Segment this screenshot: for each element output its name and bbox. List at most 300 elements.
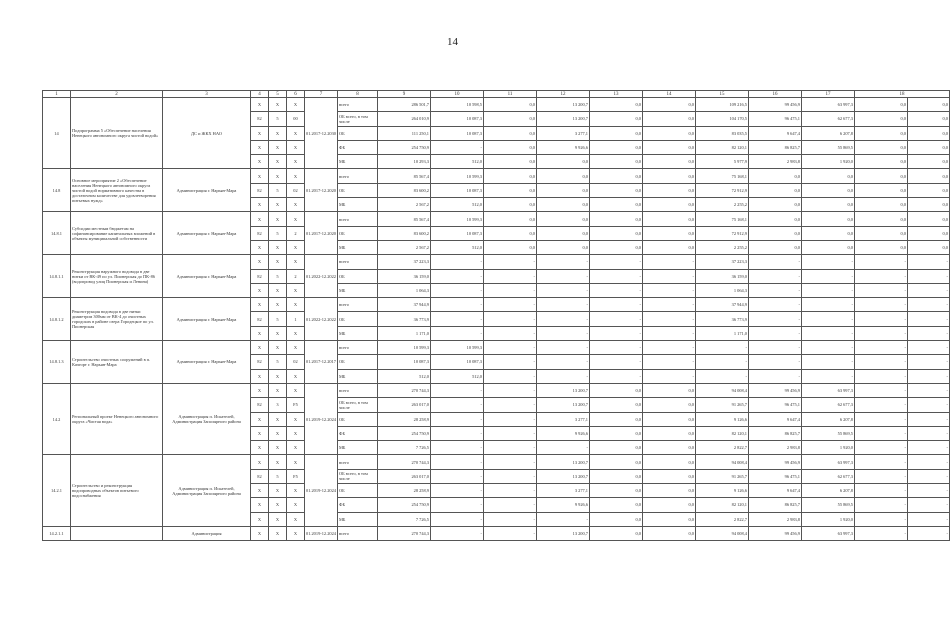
value-cell: 55 869,5 (802, 140, 855, 154)
funding-source: всего (338, 255, 378, 269)
value-cell: 96 475,1 (749, 112, 802, 126)
value-cell: - (908, 369, 950, 383)
value-cell: - (855, 369, 908, 383)
value-cell: 36 773,9 (696, 312, 749, 326)
item-number: 14.2.1.1 (43, 526, 71, 540)
code-cell: F5 (287, 469, 305, 483)
value-cell: 1 920,0 (802, 155, 855, 169)
value-cell: 0,0 (537, 212, 590, 226)
code-cell: X (287, 441, 305, 455)
value-cell: 0,0 (643, 226, 696, 240)
code-cell: X (287, 326, 305, 340)
value-cell: 0,0 (484, 112, 537, 126)
item-executor: Администрация п. Искателей, Администрация Заполярного района (163, 383, 251, 454)
value-cell: 9 647,4 (749, 126, 802, 140)
value-cell: - (855, 426, 908, 440)
item-number: 14.8.1 (43, 212, 71, 255)
value-cell: 0,0 (802, 240, 855, 254)
funding-source: всего (338, 383, 378, 397)
item-period: 01.2017-12.2017 (305, 341, 338, 384)
value-cell: - (908, 455, 950, 469)
value-cell: 91 265,7 (696, 469, 749, 483)
value-cell: 82 120,1 (696, 140, 749, 154)
code-cell: X (287, 283, 305, 297)
value-cell: - (908, 426, 950, 440)
funding-source: всего (338, 98, 378, 112)
budget-table (42, 90, 950, 541)
funding-source: МБ (338, 240, 378, 254)
value-cell: - (431, 298, 484, 312)
value-cell: 37 944,9 (378, 298, 431, 312)
value-cell: 0,0 (855, 183, 908, 197)
value-cell: - (590, 269, 643, 283)
table-row (43, 298, 950, 312)
code-cell: X (269, 169, 287, 183)
value-cell: 0,0 (643, 112, 696, 126)
value-cell: - (431, 441, 484, 455)
value-cell: 0,0 (590, 212, 643, 226)
value-cell: - (431, 255, 484, 269)
value-cell: - (855, 412, 908, 426)
code-cell: X (251, 240, 269, 254)
funding-source: ФБ (338, 498, 378, 512)
value-cell: 0,0 (908, 155, 950, 169)
value-cell: - (431, 326, 484, 340)
value-cell: 0,0 (590, 484, 643, 498)
value-cell: 512,0 (378, 369, 431, 383)
funding-source: всего (338, 298, 378, 312)
code-cell: X (287, 126, 305, 140)
value-cell: - (484, 269, 537, 283)
value-cell: - (431, 512, 484, 526)
value-cell: 86 825,7 (749, 498, 802, 512)
header-cell: 8 (338, 91, 378, 98)
value-cell: - (908, 312, 950, 326)
header-cell: 5 (269, 91, 287, 98)
value-cell: - (537, 269, 590, 283)
value-cell: 0,0 (643, 526, 696, 540)
value-cell: 2 983,8 (749, 155, 802, 169)
code-cell: X (269, 455, 287, 469)
funding-source: МБ (338, 326, 378, 340)
value-cell: - (749, 312, 802, 326)
value-cell: 0,0 (590, 455, 643, 469)
header-cell: 13 (590, 91, 643, 98)
value-cell: 254 750,9 (378, 426, 431, 440)
value-cell: - (590, 312, 643, 326)
header-cell: 18 (855, 91, 950, 98)
code-cell: 1 (287, 312, 305, 326)
value-cell: 9 926,6 (537, 426, 590, 440)
item-period: 01.2022-12.2022 (305, 255, 338, 298)
value-cell: 2 567,2 (378, 240, 431, 254)
item-name: Реконструкция водовода в две нитки диаметром 300мм от ВК-4 до очистных городских в районе озера Городецкое по ул. Пионерская (71, 298, 163, 341)
value-cell: 9 647,4 (749, 484, 802, 498)
value-cell: 0,0 (749, 212, 802, 226)
funding-source: ФБ (338, 140, 378, 154)
value-cell: - (590, 355, 643, 369)
value-cell: 13 200,7 (537, 526, 590, 540)
value-cell: - (484, 512, 537, 526)
value-cell: - (855, 269, 908, 283)
value-cell: 10 087,3 (431, 183, 484, 197)
code-cell: X (251, 512, 269, 526)
value-cell: - (537, 283, 590, 297)
code-cell: 82 (251, 312, 269, 326)
header-cell: 14 (643, 91, 696, 98)
value-cell: - (855, 526, 908, 540)
header-cell: 17 (802, 91, 855, 98)
value-cell: - (855, 512, 908, 526)
value-cell: - (908, 383, 950, 397)
code-cell: X (269, 441, 287, 455)
value-cell: 0,0 (643, 469, 696, 483)
value-cell: - (537, 441, 590, 455)
value-cell: 0,0 (643, 212, 696, 226)
item-name: Основное мероприятие 2 «Обеспечение населения Ненецкого автономного округа чистой водой нормативного качества в достаточном количестве для удовлетворения питьевых нужд» (71, 169, 163, 212)
table-row (43, 98, 950, 112)
value-cell: - (431, 283, 484, 297)
value-cell: 0,0 (643, 398, 696, 412)
funding-source: МБ (338, 155, 378, 169)
value-cell: 0,0 (643, 240, 696, 254)
item-executor: Администрация (163, 526, 251, 540)
value-cell: 1 171,0 (378, 326, 431, 340)
value-cell: 10 598,5 (431, 98, 484, 112)
item-name: Строительство очистных сооружений в п. Качгорт г. Нарьян-Мара (71, 341, 163, 384)
code-cell: X (287, 526, 305, 540)
code-cell: X (251, 198, 269, 212)
value-cell: 62 677,3 (802, 398, 855, 412)
value-cell: - (484, 369, 537, 383)
item-number: 14.8.1.3 (43, 341, 71, 384)
value-cell: 99 456,9 (749, 455, 802, 469)
value-cell: 0,0 (537, 226, 590, 240)
value-cell: - (908, 441, 950, 455)
code-cell: X (287, 412, 305, 426)
value-cell: 0,0 (643, 455, 696, 469)
value-cell: - (802, 269, 855, 283)
value-cell: - (749, 283, 802, 297)
value-cell: 10 087,3 (378, 355, 431, 369)
value-cell: - (855, 341, 908, 355)
value-cell: 62 677,3 (802, 469, 855, 483)
value-cell: - (802, 369, 855, 383)
code-cell: 5 (269, 226, 287, 240)
code-cell: 82 (251, 269, 269, 283)
value-cell: 0,0 (855, 226, 908, 240)
value-cell: 0,0 (855, 169, 908, 183)
value-cell: 0,0 (590, 226, 643, 240)
item-period: 01.2017-12.2020 (305, 169, 338, 212)
value-cell: - (484, 469, 537, 483)
value-cell: 10 087,3 (431, 112, 484, 126)
value-cell: 9 126,6 (696, 484, 749, 498)
value-cell: - (643, 255, 696, 269)
code-cell: X (269, 383, 287, 397)
item-period: 01.2017-12.2030 (305, 98, 338, 169)
value-cell: 0,0 (643, 412, 696, 426)
value-cell: 109 216,5 (696, 98, 749, 112)
item-number: 14.8 (43, 169, 71, 212)
item-name: Реконструкция наружного водовода в две нитки от ВК-49 по ул. Пионерская до ПК-86 (водопровод улиц Пионерская и Ленина) (71, 255, 163, 298)
value-cell: - (855, 441, 908, 455)
value-cell: - (749, 269, 802, 283)
code-cell: X (287, 341, 305, 355)
code-cell: X (251, 369, 269, 383)
value-cell: - (590, 326, 643, 340)
value-cell: - (908, 341, 950, 355)
value-cell: 0,0 (590, 98, 643, 112)
value-cell: - (855, 383, 908, 397)
value-cell: - (484, 355, 537, 369)
value-cell: 0,0 (908, 226, 950, 240)
value-cell: 0,0 (590, 398, 643, 412)
value-cell: 37 223,3 (696, 255, 749, 269)
value-cell: - (749, 326, 802, 340)
value-cell: 55 869,5 (802, 426, 855, 440)
value-cell: - (908, 469, 950, 483)
value-cell: 82 120,1 (696, 426, 749, 440)
code-cell: 00 (287, 112, 305, 126)
item-period: 01.2019-12.2024 (305, 455, 338, 526)
value-cell: 0,0 (908, 183, 950, 197)
funding-source: ОБ (338, 355, 378, 369)
code-cell: X (251, 526, 269, 540)
value-cell: 36 159,0 (696, 269, 749, 283)
value-cell: - (643, 269, 696, 283)
value-cell: 263 017,0 (378, 469, 431, 483)
code-cell: X (287, 240, 305, 254)
code-cell: 2 (287, 269, 305, 283)
value-cell: 0,0 (855, 155, 908, 169)
value-cell: 94 008,4 (696, 383, 749, 397)
code-cell: 5 (269, 355, 287, 369)
code-cell: X (287, 484, 305, 498)
item-number: 14 (43, 98, 71, 169)
code-cell: X (287, 455, 305, 469)
value-cell: - (643, 312, 696, 326)
value-cell: - (696, 341, 749, 355)
value-cell: 0,0 (590, 240, 643, 254)
code-cell: X (251, 498, 269, 512)
value-cell: 263 017,0 (378, 398, 431, 412)
value-cell: 0,0 (643, 383, 696, 397)
value-cell: 0,0 (749, 169, 802, 183)
value-cell: 0,0 (537, 198, 590, 212)
value-cell: 0,0 (484, 240, 537, 254)
value-cell: 96 475,1 (749, 469, 802, 483)
code-cell: 02 (287, 355, 305, 369)
value-cell: 99 456,9 (749, 526, 802, 540)
value-cell: 0,0 (855, 240, 908, 254)
value-cell: 75 168,1 (696, 212, 749, 226)
value-cell: - (484, 398, 537, 412)
funding-source: МБ (338, 283, 378, 297)
value-cell: - (431, 398, 484, 412)
value-cell: 0,0 (484, 126, 537, 140)
item-executor: Администрация г. Нарьян-Мара (163, 169, 251, 212)
value-cell: - (908, 498, 950, 512)
item-name: Строительство и реконструкция водопроводных объектов питьевого водоснабжения (71, 455, 163, 526)
value-cell: - (484, 412, 537, 426)
code-cell: X (269, 512, 287, 526)
code-cell: X (287, 512, 305, 526)
value-cell: - (484, 341, 537, 355)
value-cell: 0,0 (484, 140, 537, 154)
value-cell: - (643, 369, 696, 383)
funding-source: МБ (338, 512, 378, 526)
item-executor: ДС и ЖКХ НАО (163, 98, 251, 169)
code-cell: 82 (251, 469, 269, 483)
value-cell: 0,0 (643, 198, 696, 212)
value-cell: - (484, 484, 537, 498)
value-cell: 0,0 (908, 140, 950, 154)
value-cell: 0,0 (908, 212, 950, 226)
funding-source: ОБ (338, 269, 378, 283)
value-cell: 10 599,3 (431, 169, 484, 183)
code-cell: X (251, 455, 269, 469)
value-cell: 83 035,5 (696, 126, 749, 140)
value-cell: 13 200,7 (537, 469, 590, 483)
value-cell: - (484, 326, 537, 340)
code-cell: X (269, 240, 287, 254)
value-cell: - (537, 341, 590, 355)
value-cell: 85 567,4 (378, 212, 431, 226)
code-cell: X (287, 383, 305, 397)
value-cell: - (802, 255, 855, 269)
value-cell: - (855, 355, 908, 369)
value-cell: 99 456,9 (749, 98, 802, 112)
value-cell: 10 293,3 (378, 155, 431, 169)
item-executor: Администрация г. Нарьян-Мара (163, 212, 251, 255)
funding-source: ОБ всего, в том числе (338, 398, 378, 412)
header-cell: 7 (305, 91, 338, 98)
value-cell: - (484, 383, 537, 397)
value-cell: - (908, 283, 950, 297)
table-row (43, 169, 950, 183)
item-period: 01.2022-12.2022 (305, 298, 338, 341)
code-cell: X (269, 412, 287, 426)
value-cell: 7 726,5 (378, 441, 431, 455)
value-cell: 0,0 (802, 169, 855, 183)
value-cell: 6 207,8 (802, 412, 855, 426)
value-cell: 82 120,1 (696, 498, 749, 512)
value-cell: - (908, 526, 950, 540)
value-cell: 512,0 (431, 155, 484, 169)
value-cell: 0,0 (802, 226, 855, 240)
code-cell: X (269, 341, 287, 355)
value-cell: 0,0 (643, 183, 696, 197)
table-row (43, 526, 950, 540)
value-cell: 0,0 (484, 169, 537, 183)
code-cell: 82 (251, 398, 269, 412)
table-row (43, 455, 950, 469)
value-cell: 99 456,9 (749, 383, 802, 397)
value-cell: - (908, 355, 950, 369)
value-cell: 3 277,1 (537, 484, 590, 498)
funding-source: ОБ (338, 484, 378, 498)
code-cell: X (269, 126, 287, 140)
value-cell: 2 255,2 (696, 240, 749, 254)
value-cell: - (431, 484, 484, 498)
value-cell: 10 087,3 (431, 126, 484, 140)
table-row (43, 212, 950, 226)
value-cell: - (484, 298, 537, 312)
value-cell: 0,0 (484, 183, 537, 197)
code-cell: 02 (287, 183, 305, 197)
value-cell: 0,0 (643, 155, 696, 169)
item-executor: Администрация п. Искателей, Администрация Заполярного района (163, 455, 251, 526)
value-cell: 10 087,3 (431, 355, 484, 369)
code-cell: X (287, 198, 305, 212)
value-cell: 6 207,8 (802, 484, 855, 498)
value-cell: 0,0 (802, 198, 855, 212)
value-cell: - (908, 412, 950, 426)
value-cell: - (643, 326, 696, 340)
value-cell: - (908, 269, 950, 283)
value-cell: 0,0 (590, 126, 643, 140)
value-cell: - (590, 298, 643, 312)
value-cell: 0,0 (590, 412, 643, 426)
value-cell: 0,0 (643, 140, 696, 154)
funding-source: ФБ (338, 426, 378, 440)
value-cell: - (908, 298, 950, 312)
funding-source: всего (338, 526, 378, 540)
value-cell: 0,0 (590, 183, 643, 197)
item-number: 14.2 (43, 383, 71, 454)
value-cell: 0,0 (802, 212, 855, 226)
value-cell: - (484, 283, 537, 297)
value-cell: 75 168,1 (696, 169, 749, 183)
value-cell: 13 200,7 (537, 112, 590, 126)
value-cell: - (537, 298, 590, 312)
value-cell: 1 064,3 (696, 283, 749, 297)
value-cell: 0,0 (590, 426, 643, 440)
value-cell: - (537, 512, 590, 526)
value-cell: 13 200,7 (537, 383, 590, 397)
value-cell: - (431, 140, 484, 154)
value-cell: 0,0 (590, 526, 643, 540)
value-cell: 63 997,3 (802, 526, 855, 540)
value-cell: 0,0 (643, 498, 696, 512)
value-cell: - (696, 369, 749, 383)
value-cell: - (802, 326, 855, 340)
value-cell: - (749, 341, 802, 355)
value-cell: 270 744,3 (378, 526, 431, 540)
code-cell: X (251, 383, 269, 397)
value-cell: 0,0 (643, 512, 696, 526)
code-cell: 3 (269, 398, 287, 412)
value-cell: 96 475,1 (749, 398, 802, 412)
value-cell: - (431, 412, 484, 426)
value-cell: 62 677,3 (802, 112, 855, 126)
value-cell: - (802, 355, 855, 369)
value-cell: 5 977,9 (696, 155, 749, 169)
header-cell: 12 (537, 91, 590, 98)
value-cell: 512,0 (431, 240, 484, 254)
value-cell: 0,0 (537, 169, 590, 183)
value-cell: - (855, 484, 908, 498)
value-cell: 13 200,7 (537, 398, 590, 412)
value-cell: 7 726,5 (378, 512, 431, 526)
funding-source: всего (338, 212, 378, 226)
value-cell: - (802, 341, 855, 355)
value-cell: 0,0 (537, 183, 590, 197)
code-cell: X (287, 212, 305, 226)
value-cell: 2 983,8 (749, 512, 802, 526)
value-cell: 72 912,9 (696, 183, 749, 197)
